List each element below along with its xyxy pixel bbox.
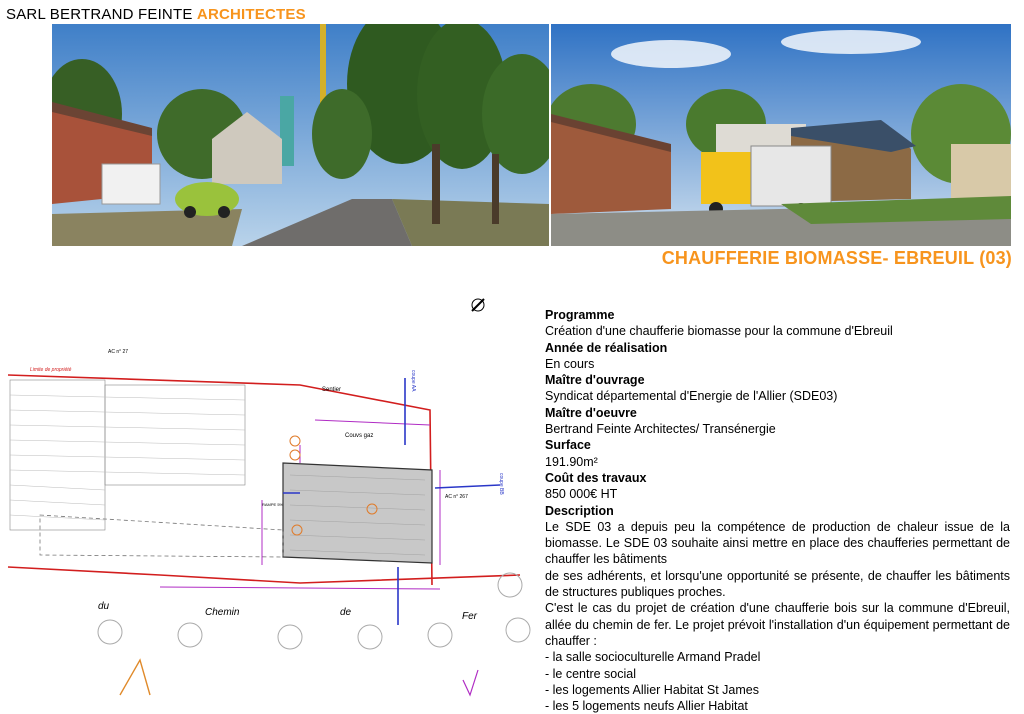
site-plan — [0, 285, 540, 714]
firm-name — [6, 6, 306, 23]
cout-text: 850 000€ HT — [545, 487, 618, 502]
bullet-item: - les logements Allier Habitat St James — [545, 682, 759, 697]
road-label-2: Chemin — [205, 607, 240, 618]
programme-text: Création d'une chaufferie biomasse pour la commune d'Ebreuil — [545, 324, 893, 339]
road-label-1: du — [98, 601, 110, 612]
site-photo-project-render — [551, 24, 1011, 246]
couvs-label: Couvs gaz — [345, 433, 374, 439]
rampe-label: RAMPE 5% — [262, 502, 284, 507]
site-photo-existing — [52, 24, 549, 246]
surface-text: 191.90m² — [545, 454, 598, 469]
description-paragraph-2: de ses adhérents, et lorsqu'une opportunité se présente, de chauffer les bâtiments de structures publiques proches. — [545, 568, 1010, 600]
moa-heading: Maître d'ouvrage — [545, 373, 645, 388]
sentier-label: Sentier — [322, 387, 342, 393]
road-label-3: de — [340, 607, 352, 618]
parcel-label-27: AC n° 27 — [108, 349, 129, 355]
firm-name-main: SARL BERTRAND FEINTE — [6, 6, 197, 23]
road-label-4: Fer — [462, 611, 477, 622]
north-arrow-icon — [472, 299, 484, 311]
annee-heading: Année de réalisation — [545, 340, 668, 355]
parcel-label-267: AC n° 267 — [445, 494, 468, 500]
moe-text: Bertrand Feinte Architectes/ Transénergie — [545, 422, 776, 437]
boundary-label: Limite de propriété — [30, 367, 72, 373]
annee-text: En cours — [545, 356, 595, 371]
bullet-item: - la salle socioculturelle Armand Pradel — [545, 650, 761, 665]
programme-heading: Programme — [545, 308, 615, 322]
description-paragraph-1: Le SDE 03 a depuis peu la compétence de production de chaleur issue de la biomasse. Le SDE 03 souhaite ainsi mettre en place des chaufferies permettant de chauffer les bâtiments — [545, 519, 1010, 567]
bullet-item: - les 5 logements neufs Allier Habitat — [545, 699, 748, 714]
bullet-item: - le centre social — [545, 666, 637, 681]
surface-heading: Surface — [545, 438, 591, 453]
project-info — [545, 307, 1010, 714]
firm-name-accent: ARCHITECTES — [196, 6, 306, 23]
description-heading: Description — [545, 503, 614, 518]
section-aa-label: coupe AA — [410, 370, 416, 392]
project-title: CHAUFFERIE BIOMASSE- EBREUIL (03) — [661, 248, 1012, 268]
moe-heading: Maître d'oeuvre — [545, 405, 637, 420]
section-bb-label: coupe BB — [498, 473, 504, 495]
description-paragraph-3: C'est le cas du projet de création d'une chaufferie bois sur la commune d'Ebreuil, allée du chemin de fer. Le projet prévoit l'installation d'un équipement permettant de chauffer : — [545, 601, 1010, 648]
cout-heading: Coût des travaux — [545, 470, 647, 485]
moa-text: Syndicat départemental d'Energie de l'Allier (SDE03) — [545, 389, 838, 404]
